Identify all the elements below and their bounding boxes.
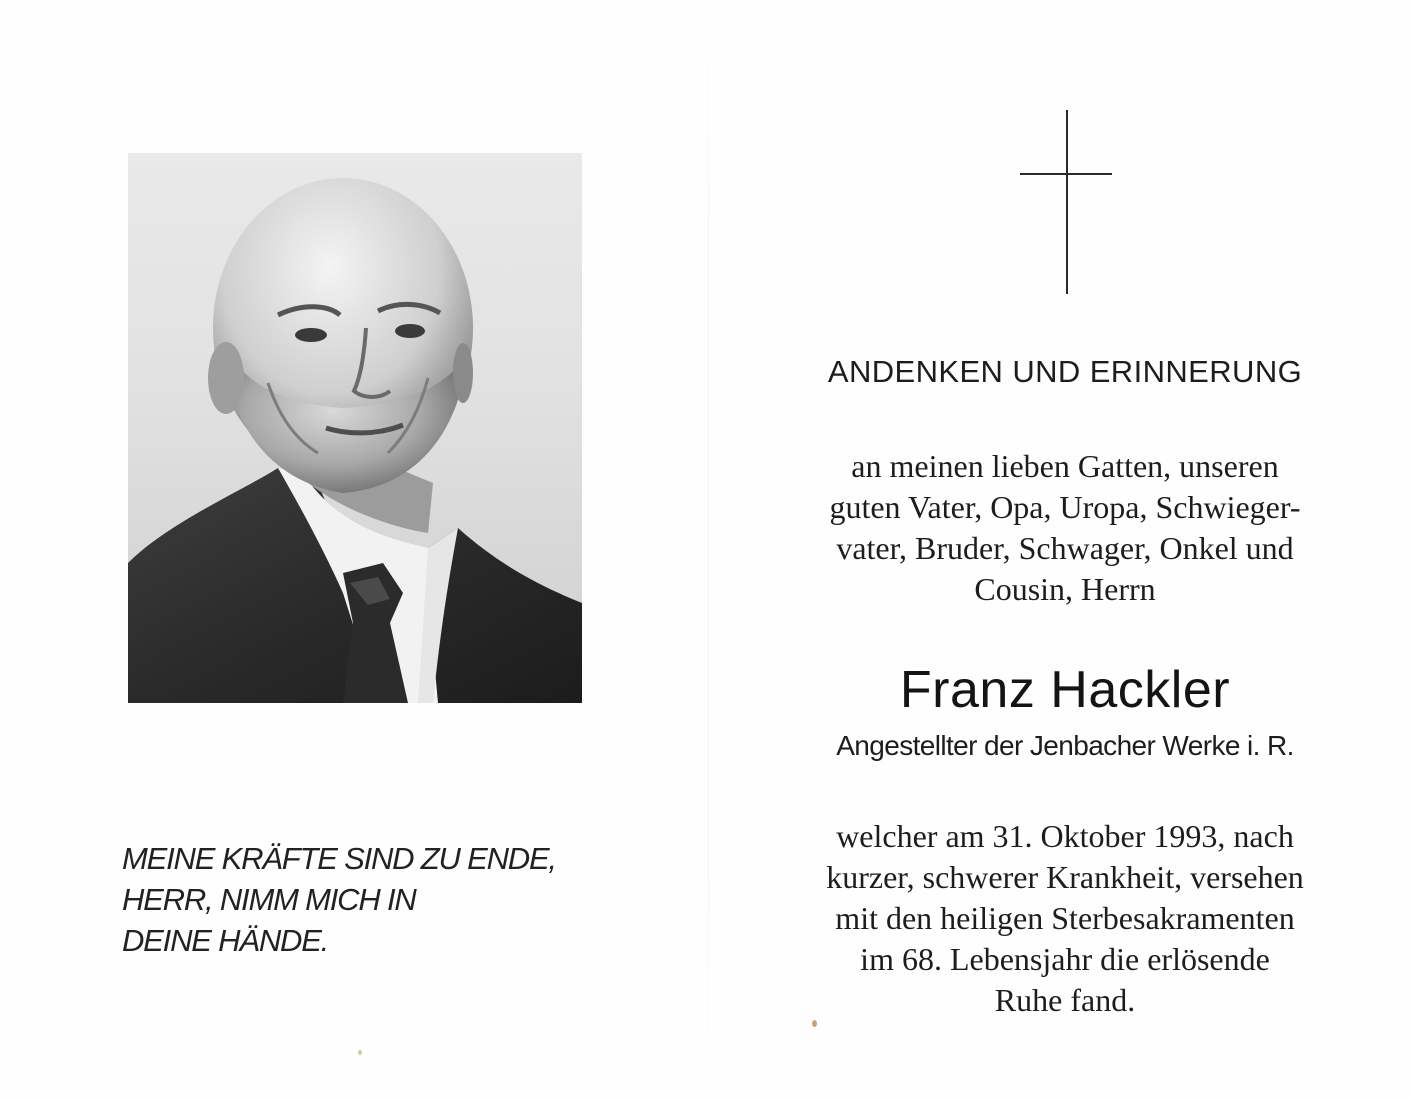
portrait-photo — [128, 153, 582, 703]
intro-text — [780, 446, 1350, 610]
intro-line: guten Vater, Opa, Uropa, Schwieger- — [829, 489, 1301, 525]
death-line: im 68. Lebensjahr die erlösende — [860, 941, 1270, 977]
death-line: mit den heiligen Sterbesakramenten — [835, 900, 1295, 936]
cross-icon — [1020, 110, 1112, 294]
verse-line: MEINE KRÄFTE SIND ZU ENDE, — [122, 841, 556, 876]
verse-line: HERR, NIMM MICH IN — [122, 882, 416, 917]
death-line: welcher am 31. Oktober 1993, nach — [836, 818, 1294, 854]
portrait-icon — [128, 153, 582, 703]
verse-text — [122, 838, 642, 961]
intro-line: an meinen lieben Gatten, unseren — [851, 448, 1279, 484]
paper-speck — [812, 1020, 817, 1027]
occupation: Angestellter der Jenbacher Werke i. R. — [836, 730, 1294, 761]
deceased-name: Franz Hackler — [899, 661, 1231, 719]
card-heading: ANDENKEN UND ERINNERUNG — [827, 354, 1303, 389]
death-notice — [780, 816, 1350, 1021]
fold-line — [708, 0, 709, 1100]
death-line: Ruhe fand. — [994, 982, 1136, 1018]
paper-speck — [358, 1050, 362, 1055]
death-line: kurzer, schwerer Krankheit, versehen — [826, 859, 1304, 895]
verse-line: DEINE HÄNDE. — [122, 923, 329, 958]
intro-line: vater, Bruder, Schwager, Onkel und — [836, 530, 1294, 566]
intro-line: Cousin, Herrn — [974, 571, 1156, 607]
